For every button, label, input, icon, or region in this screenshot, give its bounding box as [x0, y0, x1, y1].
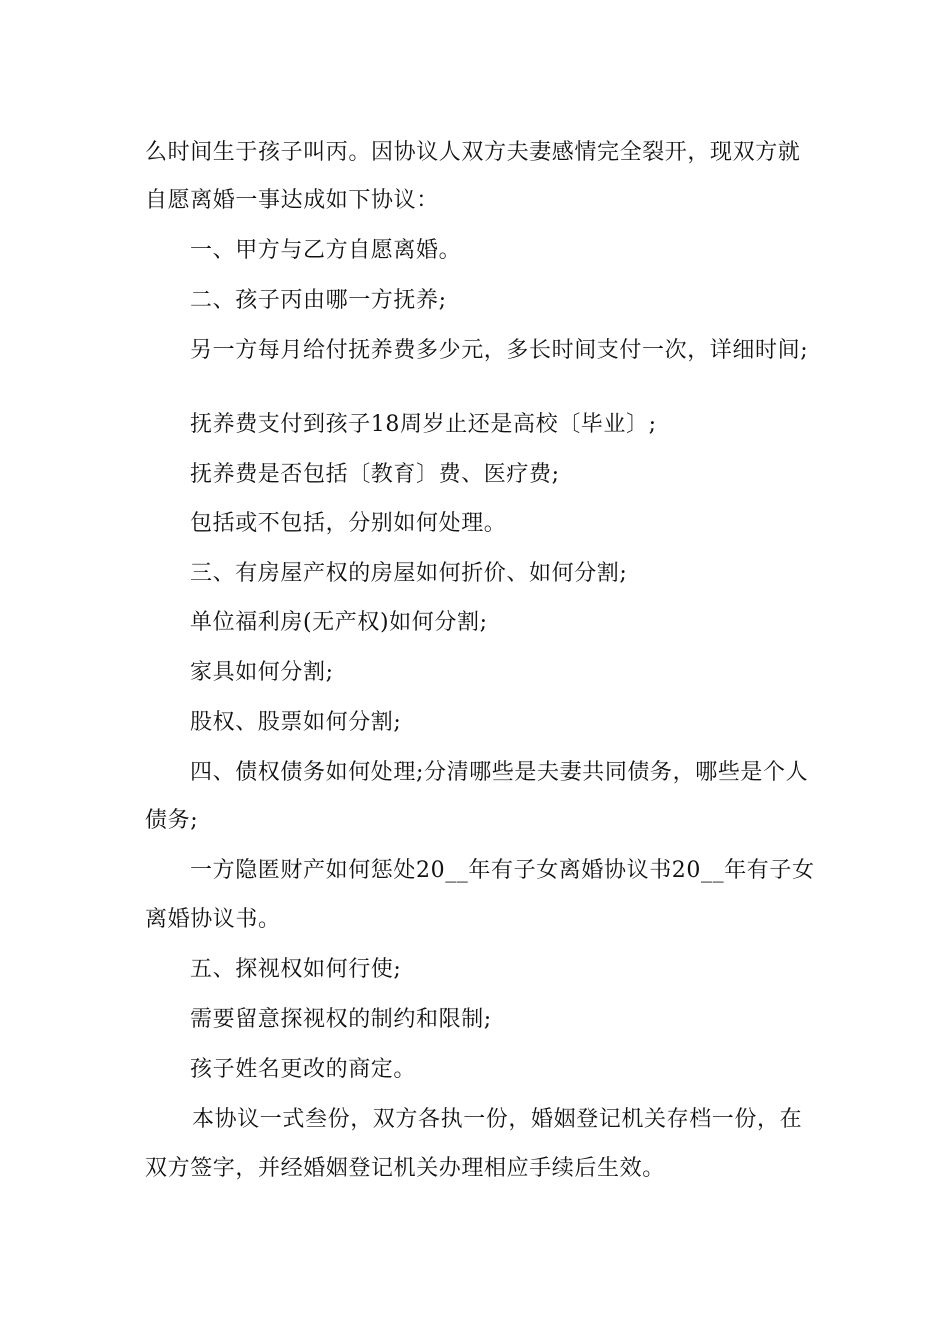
paragraph-line: 孩子姓名更改的商定。 [190, 1057, 417, 1082]
paragraph-line: 双方签字，并经婚姻登记机关办理相应手续后生效。 [145, 1156, 665, 1181]
paragraph-line: 一方隐匿财产如何惩处20__年有子女离婚协议书20__年有子女 [190, 858, 815, 883]
clause-1: 一、甲方与乙方自愿离婚。 [190, 238, 462, 263]
paragraph-line: 抚养费支付到孩子18周岁止还是高校〔毕业〕; [190, 412, 657, 437]
paragraph-line: 债务; [145, 808, 199, 833]
paragraph-line: 包括或不包括，分别如何处理。 [190, 511, 507, 536]
paragraph-line: 需要留意探视权的制约和限制; [190, 1007, 492, 1032]
paragraph-line: 离婚协议书。 [145, 907, 281, 932]
paragraph-line: 股权、股票如何分割; [190, 710, 402, 735]
clause-4: 四、债权债务如何处理;分清哪些是夫妻共同债务，哪些是个人 [190, 760, 809, 785]
paragraph-line: 抚养费是否包括〔教育〕费、医疗费; [190, 462, 560, 487]
clause-2: 二、孩子丙由哪一方抚养; [190, 288, 447, 313]
paragraph-line: 另一方每月给付抚养费多少元，多长时间支付一次，详细时间; [190, 338, 809, 363]
clause-5: 五、探视权如何行使; [190, 957, 402, 982]
paragraph-line: 自愿离婚一事达成如下协议： [145, 188, 439, 213]
paragraph-line: 么时间生于孩子叫丙。因协议人双方夫妻感情完全裂开，现双方就 [145, 140, 801, 165]
clause-3: 三、有房屋产权的房屋如何折价、如何分割; [190, 561, 628, 586]
paragraph-line: 家具如何分割; [190, 660, 334, 685]
paragraph-line: 单位福利房(无产权)如何分割; [190, 610, 488, 635]
paragraph-line: 本协议一式叁份，双方各执一份，婚姻登记机关存档一份，在 [192, 1107, 803, 1132]
